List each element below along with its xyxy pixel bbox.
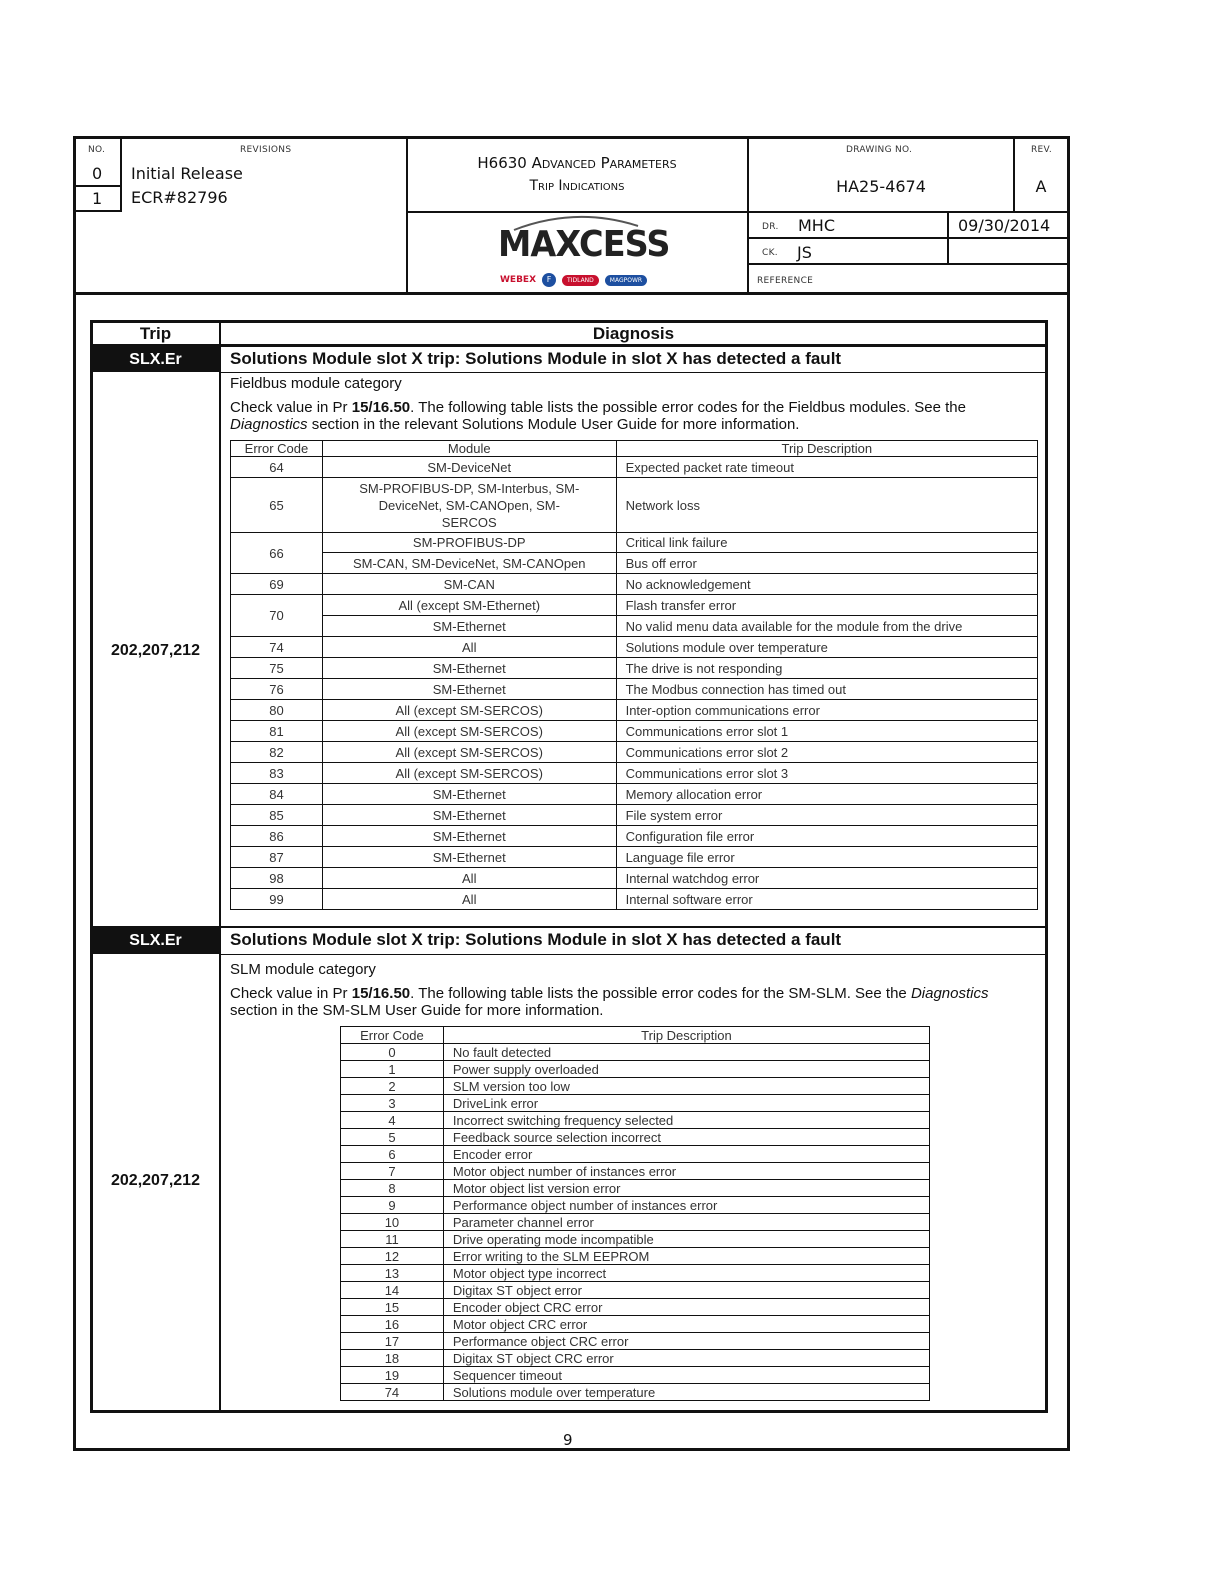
revision-description: ECR#82796 — [131, 188, 228, 207]
table-row — [231, 847, 1038, 868]
trip-description: Sequencer timeout — [443, 1367, 929, 1384]
trip-column-header: Trip — [139, 324, 172, 343]
revision-description: Initial Release — [131, 164, 243, 183]
table-row — [231, 742, 1038, 763]
error-code: 69 — [231, 574, 323, 595]
error-code: 86 — [231, 826, 323, 847]
title-block-divider — [76, 210, 121, 212]
error-code: 11 — [341, 1231, 444, 1248]
table-row — [231, 868, 1038, 889]
trip-description: No fault detected — [443, 1044, 929, 1061]
parameter-ref: 15/16.50 — [351, 399, 411, 416]
table-row — [341, 1078, 930, 1095]
table-row — [231, 616, 1038, 637]
trip-description: Flash transfer error — [616, 595, 1037, 616]
category-label: SLM module category — [230, 961, 376, 978]
table-row — [231, 826, 1038, 847]
page-number: 9 — [563, 1431, 573, 1449]
error-code: 76 — [231, 679, 323, 700]
error-code: 0 — [341, 1044, 444, 1061]
module: SM-Ethernet — [322, 826, 616, 847]
drawing-title-line2: Trip Indications — [529, 178, 625, 194]
table-row — [231, 784, 1038, 805]
error-code: 83 — [231, 763, 323, 784]
description-text: Check value in Pr — [230, 399, 352, 416]
module: SM-Ethernet — [322, 784, 616, 805]
trip-description: The Modbus connection has timed out — [616, 679, 1037, 700]
rev-value: A — [1035, 177, 1047, 196]
module: SM-PROFIBUS-DP — [322, 533, 616, 553]
drawing-date: 09/30/2014 — [958, 216, 1051, 235]
error-code: 14 — [341, 1282, 444, 1299]
table-row — [341, 1095, 930, 1112]
maxcess-logo: MAXCESS — [498, 224, 670, 265]
trip-description: No valid menu data available for the module from the drive — [616, 616, 1037, 637]
title-block-divider — [748, 237, 1068, 239]
trip-description: Performance object number of instances error — [443, 1197, 929, 1214]
table-row — [341, 1146, 930, 1163]
description-text: section in the SM-SLM User Guide for more information. — [230, 1002, 604, 1019]
trip-description: Communications error slot 3 — [616, 763, 1037, 784]
table-row — [341, 1384, 930, 1401]
trip-description: Parameter channel error — [443, 1214, 929, 1231]
error-code: 13 — [341, 1265, 444, 1282]
table-row — [341, 1197, 930, 1214]
error-code: 84 — [231, 784, 323, 805]
section-title: Solutions Module slot X trip: Solutions Module in slot X has detected a fault — [230, 930, 842, 949]
title-block-divider — [748, 263, 1068, 265]
description-text: section in the relevant Solutions Module User Guide for more information. — [307, 416, 800, 433]
magpowr-logo: MAGPOWR — [605, 275, 647, 286]
table-row — [231, 595, 1038, 616]
no-label: NO. — [88, 145, 106, 155]
error-code: 81 — [231, 721, 323, 742]
column-header: Error Code — [231, 441, 323, 457]
module: SM-CAN, SM-DeviceNet, SM-CANOpen — [322, 553, 616, 574]
error-code: 17 — [341, 1333, 444, 1350]
rev-label: REV. — [1031, 145, 1052, 155]
error-code: 66 — [231, 533, 323, 574]
error-code: 99 — [231, 889, 323, 910]
error-code: 8 — [341, 1180, 444, 1197]
webex-logo: WEBEX — [500, 275, 537, 285]
column-header: Trip Description — [616, 441, 1037, 457]
trip-description: Drive operating mode incompatible — [443, 1231, 929, 1248]
table-row — [231, 679, 1038, 700]
trip-description: Encoder error — [443, 1146, 929, 1163]
trip-description: Digitax ST object CRC error — [443, 1350, 929, 1367]
title-block-bottom-line — [73, 292, 1070, 295]
table-row — [341, 1299, 930, 1316]
error-code: 2 — [341, 1078, 444, 1095]
description-text: . The following table lists the possible error codes for the Fieldbus modules. See the — [410, 399, 966, 416]
module: All — [322, 637, 616, 658]
row-rule — [220, 954, 1046, 955]
table-row — [231, 805, 1038, 826]
reference-label: REFERENCE — [757, 276, 814, 286]
table-row — [231, 889, 1038, 910]
trip-description: Digitax ST object error — [443, 1282, 929, 1299]
table-row — [231, 533, 1038, 553]
trip-description: Expected packet rate timeout — [616, 457, 1037, 478]
diagnostics-ref: Diagnostics — [910, 985, 989, 1002]
table-row — [341, 1282, 930, 1299]
trip-description: Network loss — [616, 478, 1037, 533]
column-header: Module — [322, 441, 616, 457]
dr-label: DR. — [762, 222, 779, 232]
ck-label: CK. — [762, 248, 778, 258]
table-row — [231, 700, 1038, 721]
table-row — [231, 658, 1038, 679]
revision-number: 0 — [92, 164, 103, 183]
table-row — [231, 763, 1038, 784]
trip-description: Error writing to the SLM EEPROM — [443, 1248, 929, 1265]
row-rule — [220, 372, 1046, 373]
table-row — [231, 457, 1038, 478]
table-row — [341, 1129, 930, 1146]
module: SM-Ethernet — [322, 805, 616, 826]
trip-description: Motor object CRC error — [443, 1316, 929, 1333]
module: SM-Ethernet — [322, 679, 616, 700]
trip-description: Incorrect switching frequency selected — [443, 1112, 929, 1129]
table-row — [231, 637, 1038, 658]
table-row — [341, 1061, 930, 1078]
error-code: 5 — [341, 1129, 444, 1146]
table-row — [341, 1333, 930, 1350]
error-code: 1 — [341, 1061, 444, 1078]
trip-description: Memory allocation error — [616, 784, 1037, 805]
table-row — [341, 1112, 930, 1129]
error-code: 80 — [231, 700, 323, 721]
trip-description: Motor object type incorrect — [443, 1265, 929, 1282]
revision-number: 1 — [92, 189, 103, 208]
error-code: 18 — [341, 1350, 444, 1367]
tidland-logo: TIDLAND — [562, 275, 599, 286]
module: SM-DeviceNet — [322, 457, 616, 478]
error-code: 7 — [341, 1163, 444, 1180]
trip-description: No acknowledgement — [616, 574, 1037, 595]
trip-code-label: SLX.Er — [92, 347, 219, 372]
trip-description: Communications error slot 2 — [616, 742, 1037, 763]
error-code: 87 — [231, 847, 323, 868]
table-row — [231, 721, 1038, 742]
trip-description: Configuration file error — [616, 826, 1037, 847]
revisions-label: REVISIONS — [240, 145, 292, 155]
module: All (except SM-SERCOS) — [322, 742, 616, 763]
error-code: 10 — [341, 1214, 444, 1231]
error-code: 82 — [231, 742, 323, 763]
trip-description: Motor object number of instances error — [443, 1163, 929, 1180]
module: SM-CAN — [322, 574, 616, 595]
table-row — [341, 1214, 930, 1231]
module: SM-Ethernet — [322, 847, 616, 868]
trip-description: DriveLink error — [443, 1095, 929, 1112]
trip-description: Feedback source selection incorrect — [443, 1129, 929, 1146]
table-row — [341, 1367, 930, 1384]
checked-by: JS — [797, 243, 812, 262]
trip-description: The drive is not responding — [616, 658, 1037, 679]
error-code: 3 — [341, 1095, 444, 1112]
title-block-divider — [748, 211, 1068, 213]
drawing-number: HA25-4674 — [836, 177, 926, 196]
module: All (except SM-SERCOS) — [322, 721, 616, 742]
table-row — [341, 1350, 930, 1367]
trip-description: Motor object list version error — [443, 1180, 929, 1197]
table-row — [341, 1248, 930, 1265]
error-code: 19 — [341, 1367, 444, 1384]
column-header: Trip Description — [443, 1027, 929, 1044]
trip-description: Solutions module over temperature — [443, 1384, 929, 1401]
brand-logos — [500, 273, 647, 287]
table-row — [231, 574, 1038, 595]
trip-description: Language file error — [616, 847, 1037, 868]
trip-description: Power supply overloaded — [443, 1061, 929, 1078]
table-row — [341, 1180, 930, 1197]
table-row — [231, 478, 1038, 533]
drawn-by: MHC — [798, 216, 836, 235]
module: SM-Ethernet — [322, 616, 616, 637]
diagnosis-column-header: Diagnosis — [592, 324, 675, 343]
parameter-ref: 15/16.50 — [351, 985, 411, 1002]
column-divider — [219, 322, 221, 1411]
header-rule — [92, 344, 1046, 347]
row-rule — [92, 926, 1046, 928]
trip-description: Performance object CRC error — [443, 1333, 929, 1350]
error-code: 15 — [341, 1299, 444, 1316]
error-code: 74 — [231, 637, 323, 658]
trip-description: File system error — [616, 805, 1037, 826]
table-row — [231, 553, 1038, 574]
module: All (except SM-SERCOS) — [322, 763, 616, 784]
drawing-no-label: DRAWING NO. — [846, 145, 913, 155]
error-code: 4 — [341, 1112, 444, 1129]
error-code: 65 — [231, 478, 323, 533]
module: SM-PROFIBUS-DP, SM-Interbus, SM-DeviceNet, SM-CANOpen, SM-SERCOS — [322, 478, 616, 533]
title-block-divider — [747, 136, 749, 294]
error-code: 98 — [231, 868, 323, 889]
trip-description: Communications error slot 1 — [616, 721, 1037, 742]
trip-description: Internal software error — [616, 889, 1037, 910]
error-code: 9 — [341, 1197, 444, 1214]
error-code: 16 — [341, 1316, 444, 1333]
section-title: Solutions Module slot X trip: Solutions Module in slot X has detected a fault — [230, 349, 842, 368]
error-code: 75 — [231, 658, 323, 679]
module: SM-Ethernet — [322, 658, 616, 679]
trip-description: Inter-option communications error — [616, 700, 1037, 721]
table-row — [341, 1231, 930, 1248]
description-text: . The following table lists the possible error codes for the SM-SLM. See the — [410, 985, 911, 1002]
trip-description: Encoder object CRC error — [443, 1299, 929, 1316]
table-row — [341, 1316, 930, 1333]
trip-description: SLM version too low — [443, 1078, 929, 1095]
trip-code-label: SLX.Er — [92, 928, 219, 954]
diagnostics-ref: Diagnostics — [230, 416, 308, 433]
column-header: Error Code — [341, 1027, 444, 1044]
module: All (except SM-SERCOS) — [322, 700, 616, 721]
description-text: Check value in Pr — [230, 985, 352, 1002]
title-block-divider — [1013, 136, 1015, 212]
section-description — [230, 985, 1040, 1019]
fife-logo: F — [542, 273, 556, 287]
error-code: 64 — [231, 457, 323, 478]
table-row — [341, 1163, 930, 1180]
error-code: 74 — [341, 1384, 444, 1401]
error-code: 6 — [341, 1146, 444, 1163]
table-row — [341, 1044, 930, 1061]
slm-error-table — [340, 1026, 930, 1401]
trip-description: Bus off error — [616, 553, 1037, 574]
table-row — [341, 1265, 930, 1282]
fieldbus-error-table — [230, 440, 1038, 910]
module: All (except SM-Ethernet) — [322, 595, 616, 616]
module: All — [322, 868, 616, 889]
title-block-divider — [120, 136, 122, 212]
trip-numbers: 202,207,212 — [111, 642, 200, 659]
trip-description: Solutions module over temperature — [616, 637, 1037, 658]
title-block-divider — [76, 185, 121, 187]
trip-description: Internal watchdog error — [616, 868, 1037, 889]
title-block-divider — [947, 212, 949, 264]
drawing-title-line1: H6630 Advanced Parameters — [477, 154, 677, 172]
section-description — [230, 399, 1038, 433]
category-label: Fieldbus module category — [230, 375, 402, 392]
error-code: 70 — [231, 595, 323, 637]
trip-description: Critical link failure — [616, 533, 1037, 553]
error-code: 85 — [231, 805, 323, 826]
module: All — [322, 889, 616, 910]
trip-numbers: 202,207,212 — [111, 1172, 200, 1189]
error-code: 12 — [341, 1248, 444, 1265]
